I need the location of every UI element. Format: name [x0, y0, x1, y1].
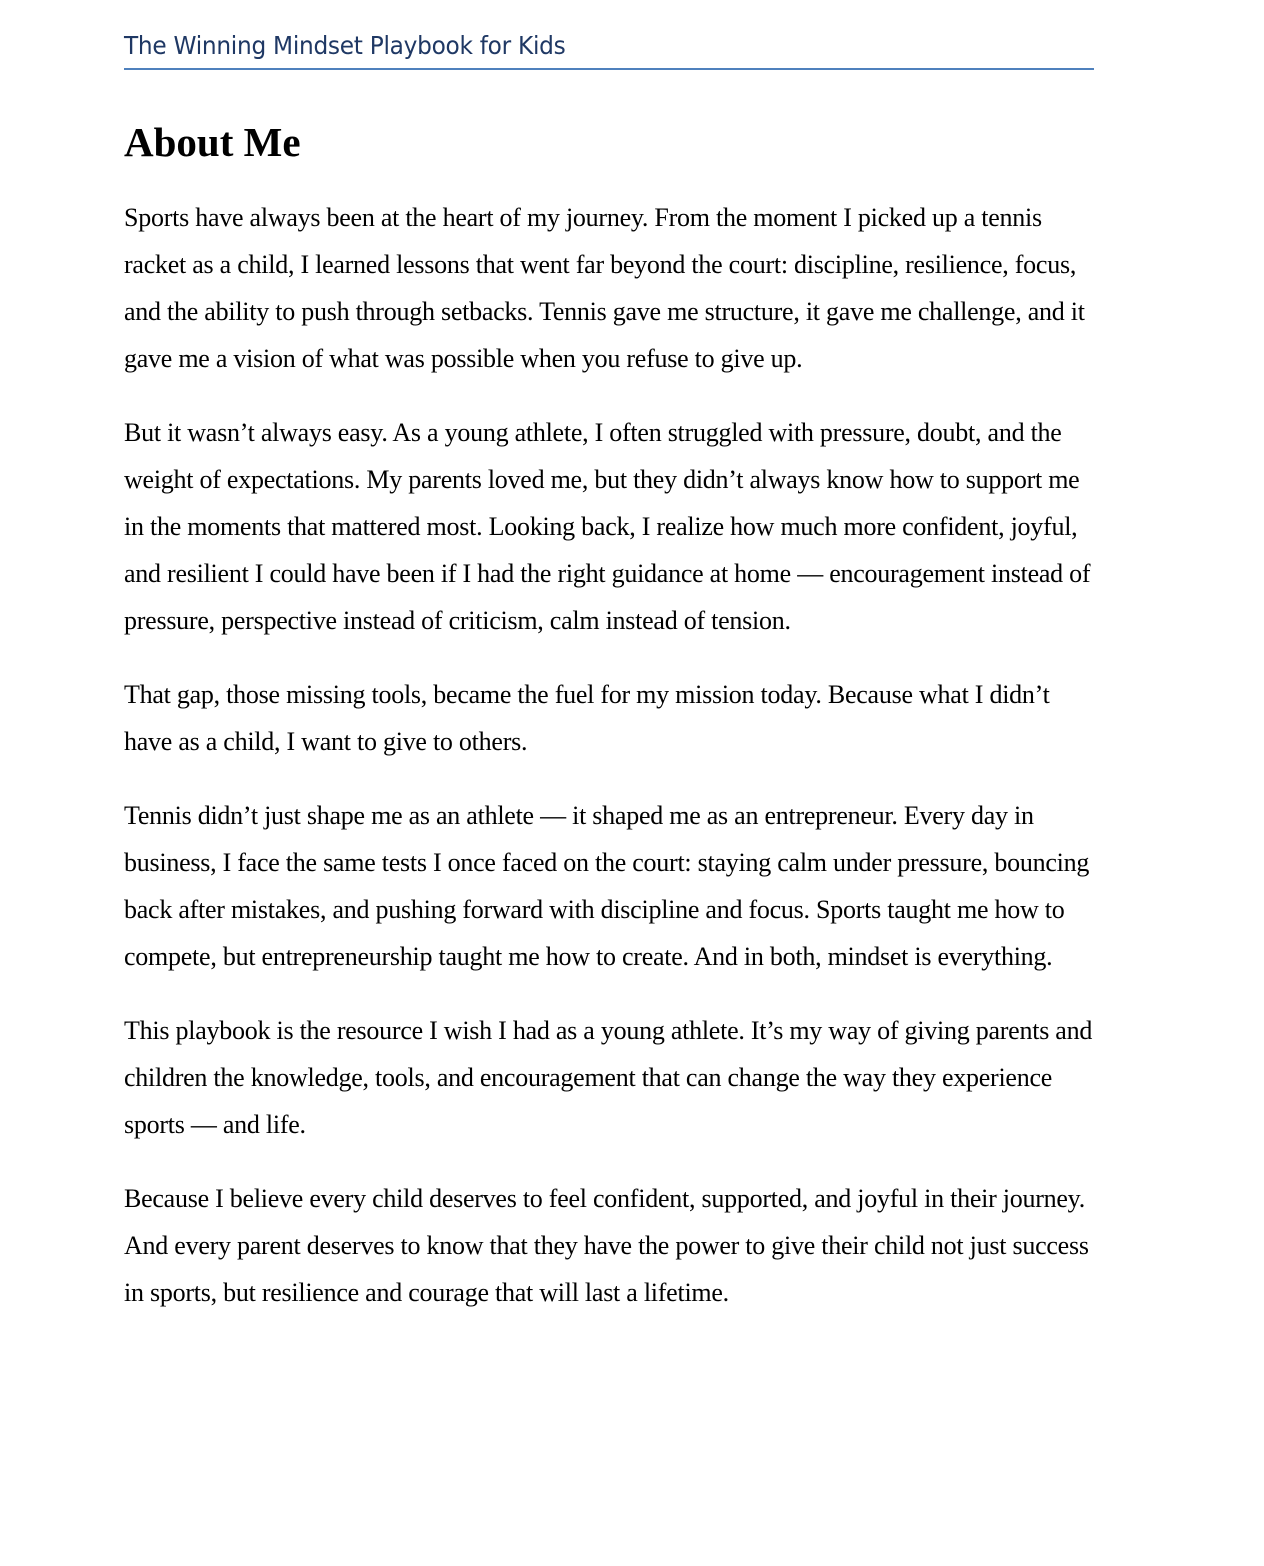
section-body	[124, 194, 1094, 1343]
paragraph-5: This playbook is the resource I wish I had as a young athlete. It’s my way of giving parents and children the knowledge, tools, and encouragement that can change the way they experience sports — and life.	[124, 1016, 1093, 1139]
paragraph-4: Tennis didn’t just shape me as an athlete — it shaped me as an entrepreneur. Every day in business, I face the same tests I once faced on the court: staying calm under pressure, bouncing back after mistakes, and pushing forward with discipline and focus. Sports taught me how to compete, but entrepreneurship taught me how to create. And in both, mindset is everything.	[124, 801, 1090, 971]
paragraph-2: But it wasn’t always easy. As a young athlete, I often struggled with pressure, doubt, and the weight of expectations. My parents loved me, but they didn’t always know how to support me in the moments that mattered most. Looking back, I realize how much more confident, joyful, and resilient I could have been if I had the right guidance at home — encouragement instead of pressure, perspective instead of criticism, calm instead of tension.	[124, 418, 1091, 635]
section-heading: About Me	[124, 119, 301, 165]
running-header	[124, 28, 1094, 70]
paragraph-3: That gap, those missing tools, became the fuel for my mission today. Because what I didn’t have as a child, I want to give to others.	[124, 680, 1050, 756]
paragraph-1: Sports have always been at the heart of my journey. From the moment I picked up a tennis racket as a child, I learned lessons that went far beyond the court: discipline, resilience, focus, and the ability to push through setbacks. Tennis gave me structure, it gave me challenge, and it gave me a vision of what was possible when you refuse to give up.	[124, 203, 1085, 373]
book-title: The Winning Mindset Playbook for Kids	[124, 31, 566, 60]
paragraph-6: Because I believe every child deserves to feel confident, supported, and joyful in their journey. And every parent deserves to know that they have the power to give their child not just success in sports, but resilience and courage that will last a lifetime.	[124, 1184, 1089, 1307]
